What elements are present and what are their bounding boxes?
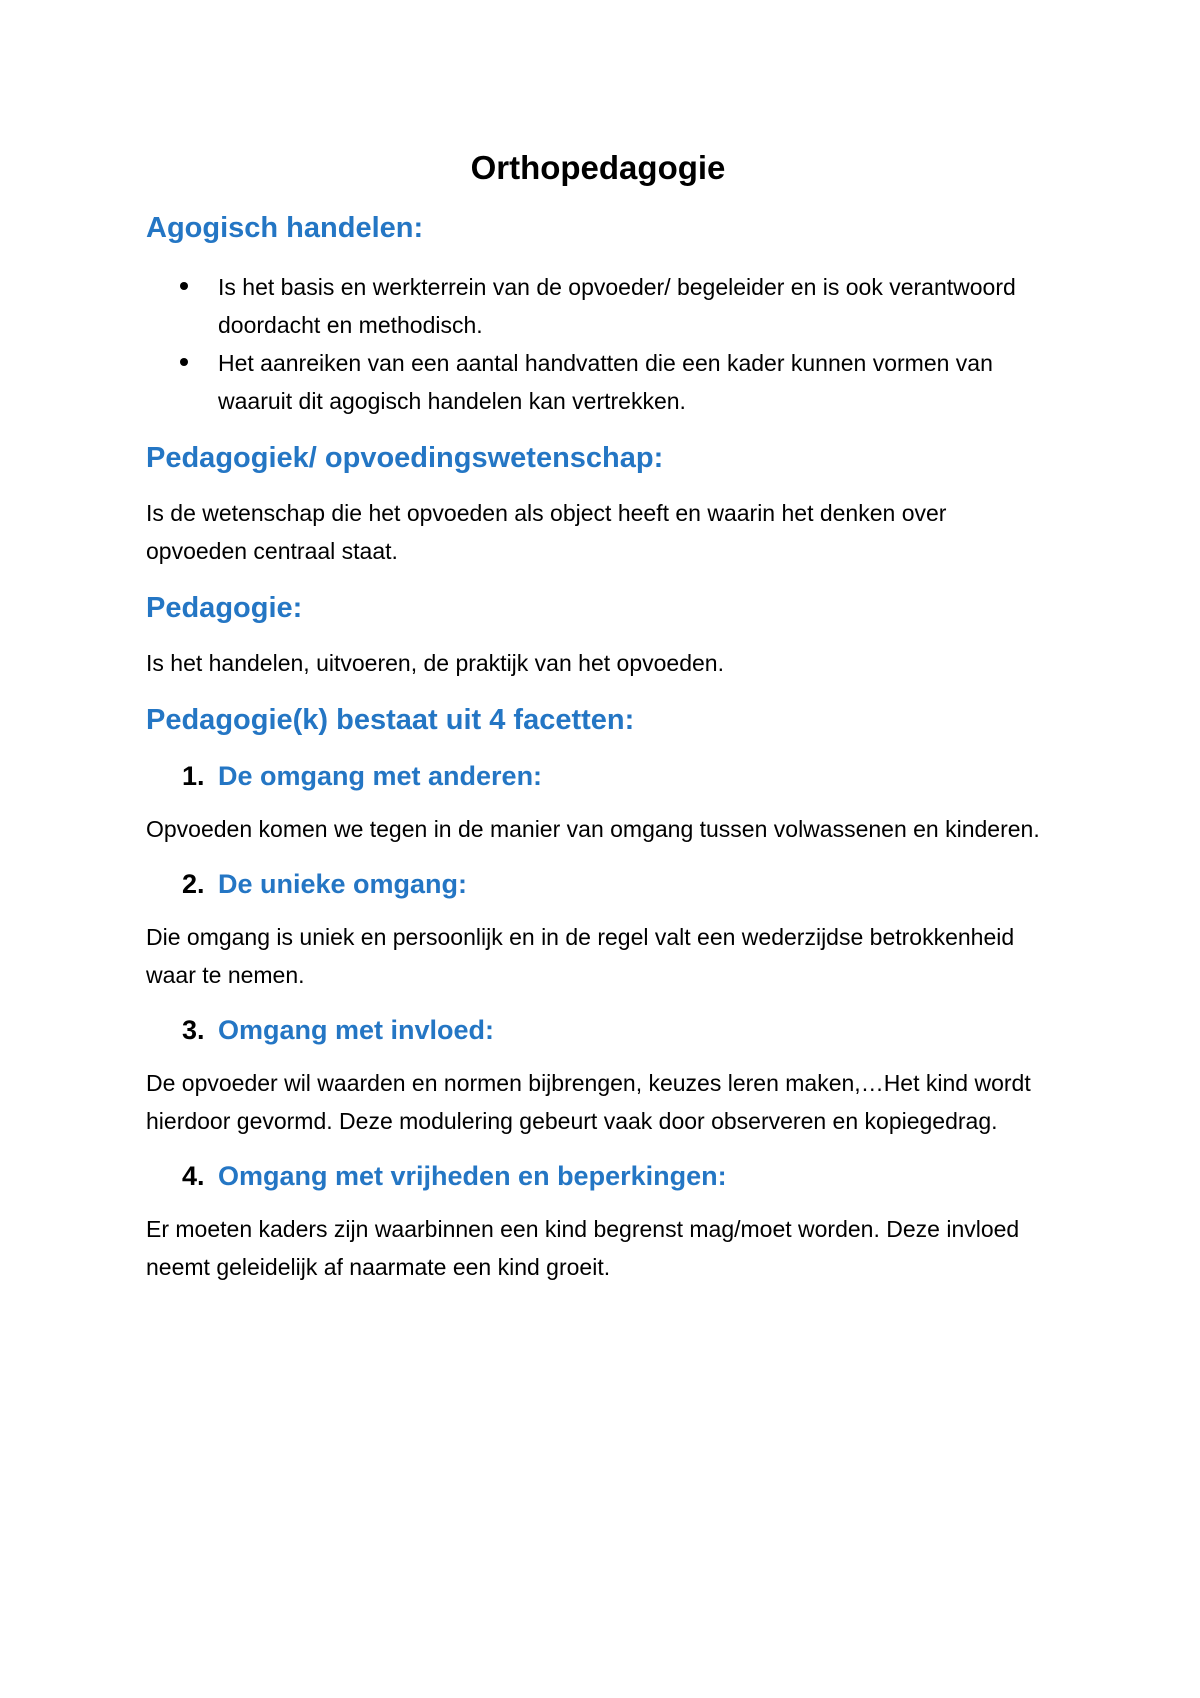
facet-paragraph: Er moeten kaders zijn waarbinnen een kind begrenst mag/moet worden. Deze invloed neemt geleidelijk af naarmate een kind groeit.: [146, 1216, 1020, 1280]
bullet-text: Is het basis en werkterrein van de opvoeder/ begeleider en is ook verantwoord doordacht en methodisch.: [218, 274, 1016, 338]
facet-paragraph: Die omgang is uniek en persoonlijk en in de regel valt een wederzijdse betrokkenheid waar te nemen.: [146, 924, 1015, 988]
section-pedagogie: [146, 588, 1050, 682]
bullet-icon: [180, 358, 188, 366]
facet-heading: [146, 756, 1050, 796]
section-facetten: [146, 700, 1050, 1286]
bullet-list: [146, 268, 1050, 420]
bullet-item: [146, 268, 1050, 344]
section-heading: Pedagogie(k) bestaat uit 4 facetten:: [146, 704, 635, 736]
facet-heading: [146, 1156, 1050, 1196]
facet-number: 1.: [182, 761, 205, 791]
section-heading: Agogisch handelen:: [146, 212, 424, 244]
facet-paragraph: De opvoeder wil waarden en normen bijbrengen, keuzes leren maken,…Het kind wordt hierdoor gevormd. Deze modulering gebeurt vaak door observeren en kopiegedrag.: [146, 1070, 1031, 1134]
bullet-text: Het aanreiken van een aantal handvatten die een kader kunnen vormen van waaruit dit agogisch handelen kan vertrekken.: [218, 350, 993, 414]
section-paragraph: Is het handelen, uitvoeren, de praktijk van het opvoeden.: [146, 650, 724, 676]
bullet-item: [146, 344, 1050, 420]
facet-item: [146, 1010, 1050, 1140]
page-title: Orthopedagogie: [470, 149, 726, 186]
section-paragraph: Is de wetenschap die het opvoeden als object heeft en waarin het denken over opvoeden centraal staat.: [146, 500, 947, 564]
facet-heading: [146, 864, 1050, 904]
facet-heading: [146, 1010, 1050, 1050]
facet-item: [146, 1156, 1050, 1286]
facet-item: [146, 756, 1050, 848]
section-heading: Pedagogiek/ opvoedingswetenschap:: [146, 442, 664, 474]
section-pedagogiek: [146, 438, 1050, 570]
bullet-icon: [180, 282, 188, 290]
facet-label: De unieke omgang:: [218, 869, 468, 899]
section-agogisch-handelen: [146, 208, 1050, 420]
facet-label: De omgang met anderen:: [218, 761, 543, 791]
facet-label: Omgang met vrijheden en beperkingen:: [218, 1161, 727, 1191]
facet-number: 4.: [182, 1161, 205, 1191]
facet-label: Omgang met invloed:: [218, 1015, 495, 1045]
facet-item: [146, 864, 1050, 994]
facet-number: 2.: [182, 869, 205, 899]
section-heading: Pedagogie:: [146, 592, 303, 624]
facet-paragraph: Opvoeden komen we tegen in de manier van omgang tussen volwassenen en kinderen.: [146, 816, 1040, 842]
facet-number: 3.: [182, 1015, 205, 1045]
